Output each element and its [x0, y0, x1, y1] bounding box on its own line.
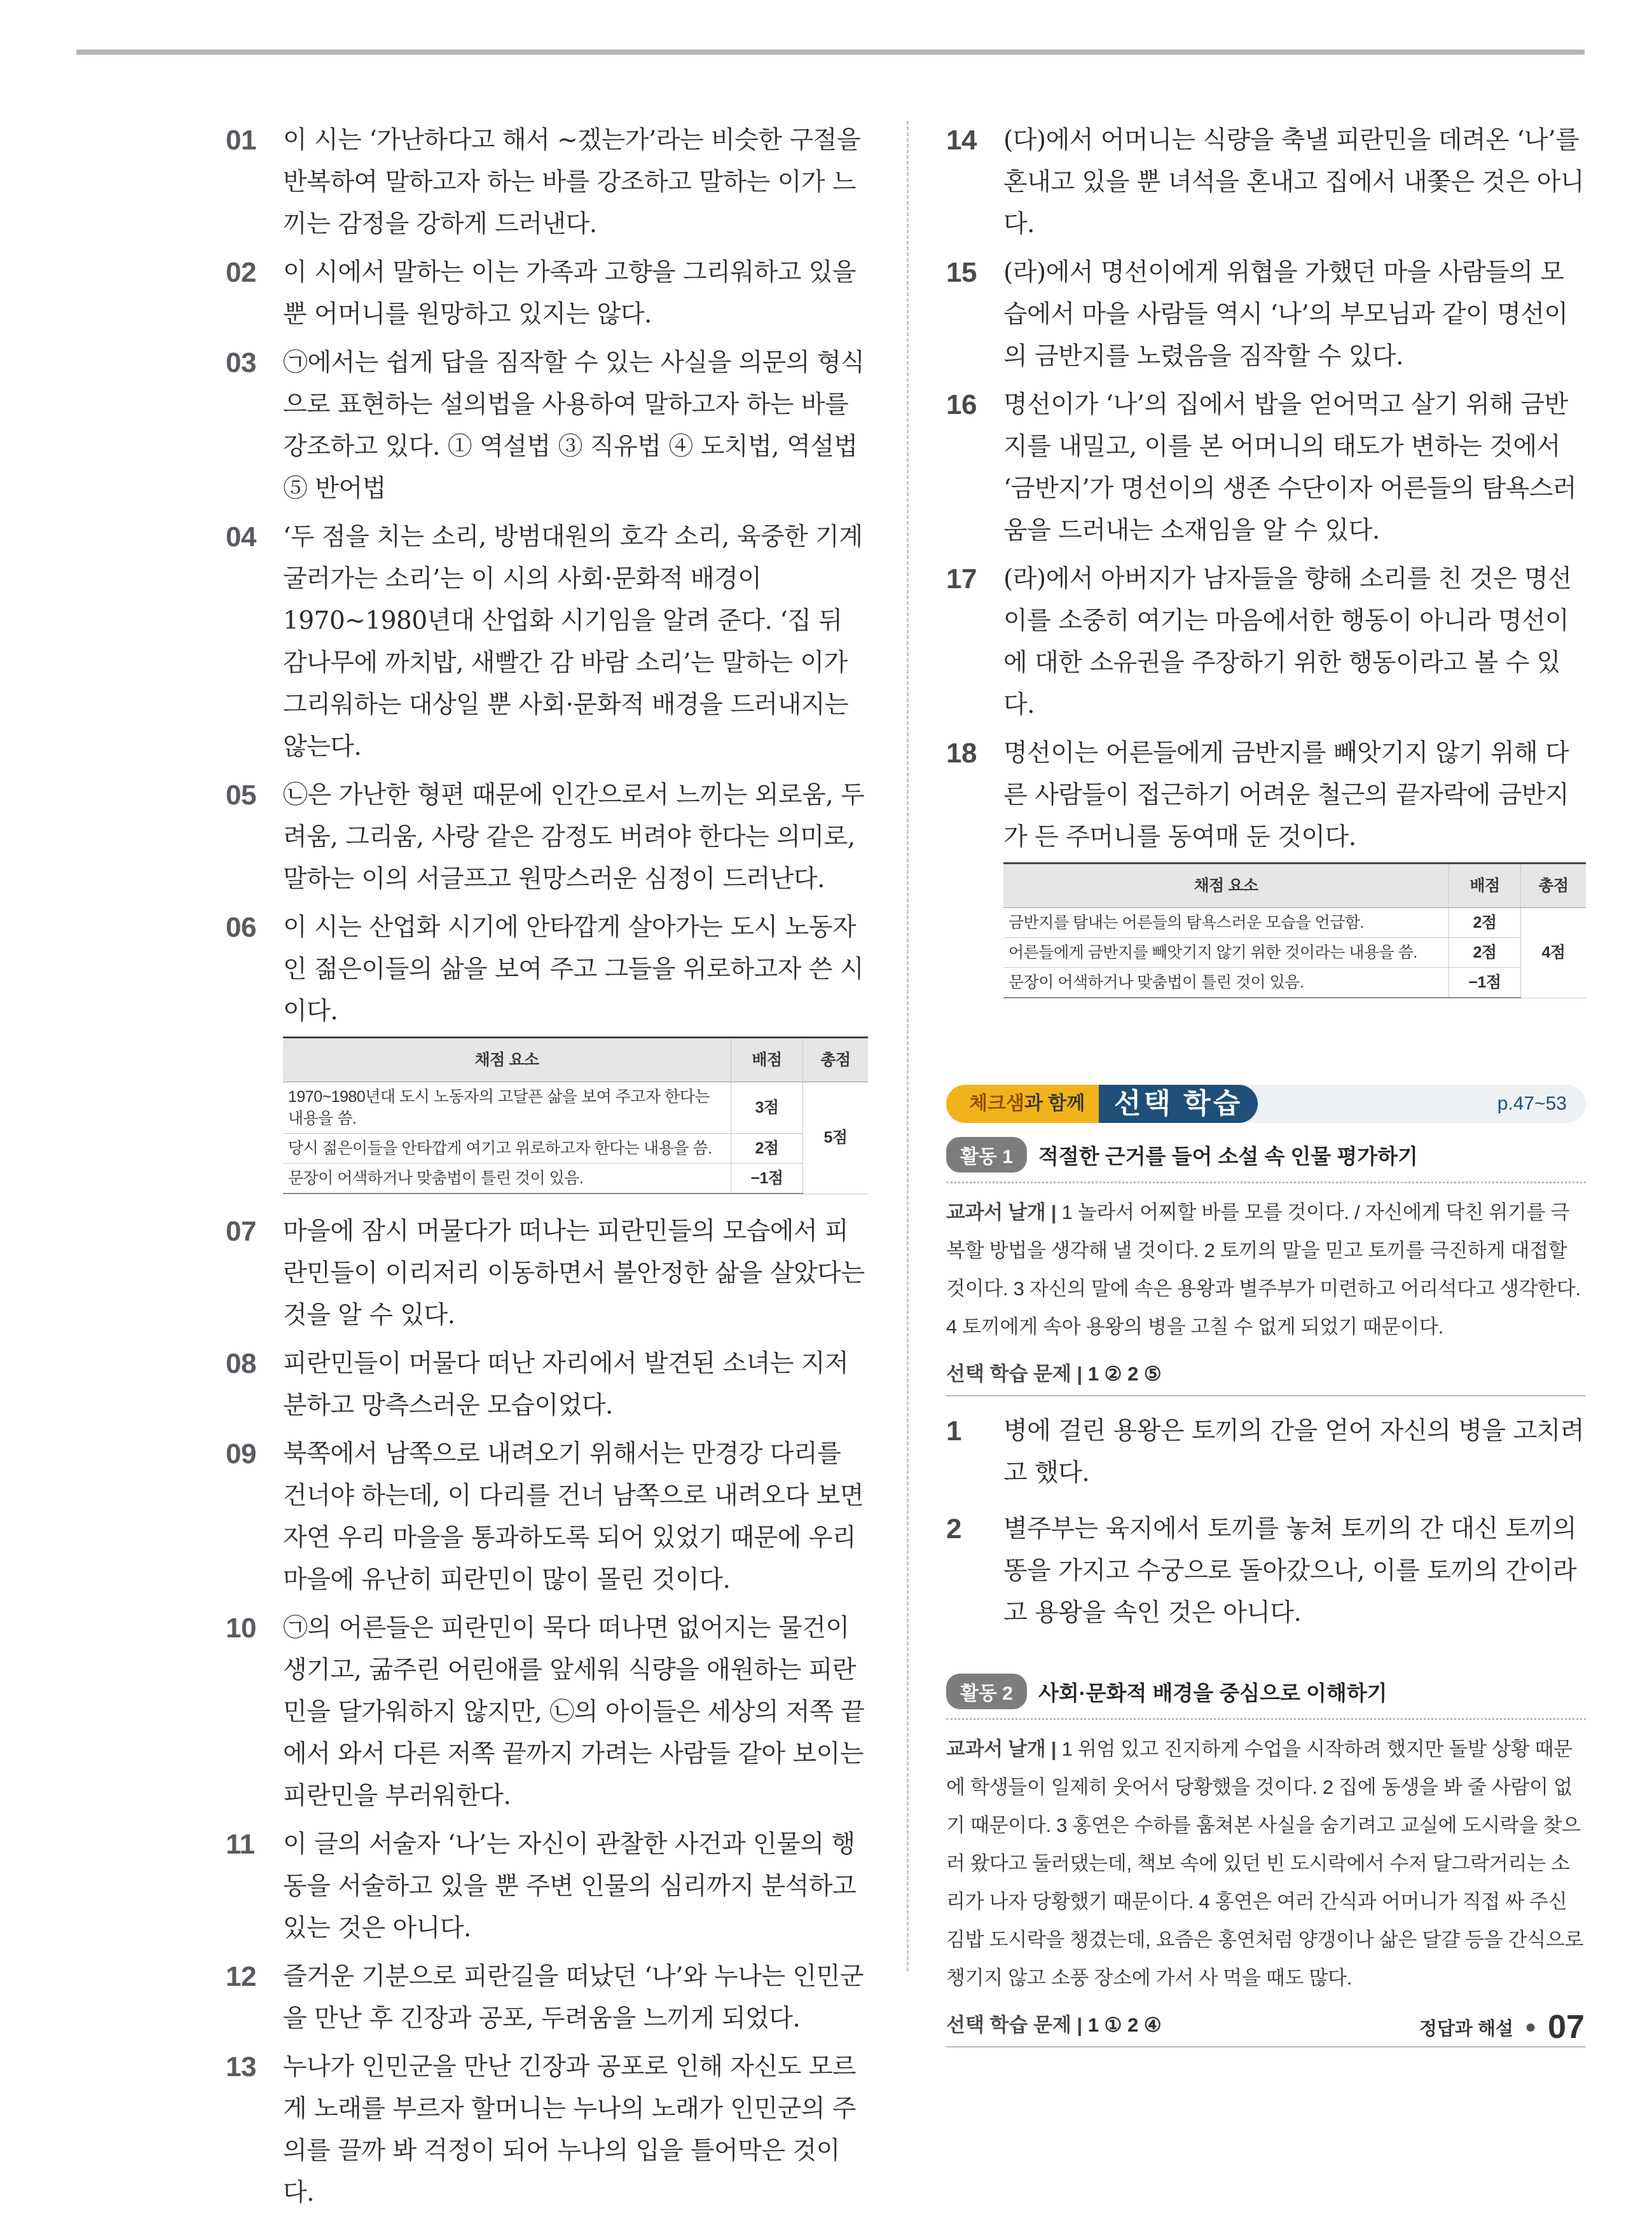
page-footer [1419, 2008, 1585, 2046]
activity-2-quiz-answers: 선택 학습 문제 | 1 ① 2 ④ [946, 2009, 1586, 2048]
footer-bullet-icon: ● [1525, 2016, 1537, 2037]
footer-label: 정답과 해설 [1419, 2018, 1514, 2039]
answer-item-17: 17 (라)에서 아버지가 남자들을 향해 소리를 친 것은 명선이를 소중히 여기는 마음에서한 행동이 아니라 명선이에 대한 소유권을 주장하기 위한 행동이라고 볼 수 있다. [946, 563, 1572, 719]
answer-item-07: 07 마을에 잠시 머물다가 떠나는 피란민들의 모습에서 피란민들이 이리저리 이동하면서 불안정한 삶을 살았다는 것을 알 수 있다. [226, 1216, 865, 1330]
activity-1-badge: 활동 1 [946, 1137, 1027, 1173]
answer-item-08: 08 피란민들이 머물다 떠난 자리에서 발견된 소녀는 지저분하고 망측스러운 모습이었다. [226, 1348, 849, 1420]
answer-item-18: 18 명선이는 어른들에게 금반지를 빼앗기지 않기 위해 다른 사람들이 접근하기 어려운 철근의 끝자락에 금반지가 든 주머니를 동여매 둔 것이다. 채점 요소 배점 총점 금반지를 탐내는 어른들의 탐욕스러운 모습을 언급함. 2점 4점 어른들에게 금반지를 빼앗기지 않기 위한 것이라는 내용을 씀. 2점 문장이 어색하거나 맞춤법이 틀린 것이 있음. −1점 [946, 733, 1586, 998]
activity-1-question-1: 1 병에 걸린 용왕은 토끼의 간을 얻어 자신의 병을 고치려고 했다. [946, 1415, 1585, 1487]
activity-1-question-2: 2 별주부는 육지에서 토끼를 놓쳐 토끼의 간 대신 토끼의 똥을 가지고 수궁으로 돌아갔으나, 이를 토끼의 간이라고 용왕을 속인 것은 아니다. [946, 1513, 1577, 1627]
top-rule [76, 50, 1585, 55]
answer-item-16: 16 명선이가 ‘나’의 집에서 밥을 얻어먹고 살기 위해 금반지를 내밀고, 이를 본 어머니의 태도가 변하는 것에서 ‘금반지’가 명선이의 생존 수단이자 어른들의 탐욕스러움을 드러내는 소재임을 알 수 있다. [946, 389, 1577, 545]
scoring-table-18: 채점 요소 배점 총점 금반지를 탐내는 어른들의 탐욕스러운 모습을 언급함. 2점 4점 어른들에게 금반지를 빼앗기지 않기 위한 것이라는 내용을 씀. 2점 문장이 어색하거나 맞춤법이 틀린 것이 있음. −1점 [1003, 862, 1586, 998]
activity-1-header [946, 1137, 1586, 1173]
answer-item-11: 11 이 글의 서술자 ‘나’는 자신이 관찰한 사건과 인물의 행동을 서술하고 있을 뿐 주변 인물의 심리까지 분석하고 있는 것은 아니다. [226, 1829, 857, 1943]
answer-item-13: 13 누나가 인민군을 만난 긴장과 공포로 인해 자신도 모르게 노래를 부르자 할머니는 누나의 노래가 인민군의 주의를 끌까 봐 걱정이 되어 누나의 입을 틀어막은 것이다. [226, 2051, 857, 2207]
answer-item-03: 03 ㉠에서는 쉽게 답을 짐작할 수 있는 사실을 의문의 형식으로 표현하는 설의법을 사용하여 말하고자 하는 바를 강조하고 있다. ① 역설법 ③ 직유법 ④ 도치법, 역설법 ⑤ 반어법 [226, 347, 865, 503]
left-column [226, 120, 868, 2220]
activity-2-header [946, 1674, 1586, 1709]
answer-item-14: 14 (다)에서 어머니는 식량을 축낼 피란민을 데려온 ‘나’를 혼내고 있을 뿐 녀석을 혼내고 집에서 내쫓은 것은 아니다. [946, 125, 1585, 238]
answer-item-09: 09 북쪽에서 남쪽으로 내려오기 위해서는 만경강 다리를 건너야 하는데, 이 다리를 건너 남쪽으로 내려오다 보면 자연 우리 마을을 통과하도록 되어 있었기 때문에 우리 마을에 유난히 피란민이 많이 몰린 것이다. [226, 1438, 864, 1594]
answer-item-02: 02 이 시에서 말하는 이는 가족과 고향을 그리워하고 있을 뿐 어머니를 원망하고 있지는 않다. [226, 257, 857, 329]
answer-item-01: 01 이 시는 ‘가난하다고 해서 ~겠는가’라는 비슷한 구절을 반복하여 말하고자 하는 바를 강조하고 말하는 이가 느끼는 감정을 강하게 드러낸다. [226, 125, 861, 238]
answer-item-05: 05 ㉡은 가난한 형편 때문에 인간으로서 느끼는 외로움, 두려움, 그리움, 사랑 같은 감정도 버려야 한다는 의미로, 말하는 이의 서글프고 원망스러운 심정이 드러난다. [226, 780, 865, 893]
activity-2-title: 사회·문화적 배경을 중심으로 이해하기 [1038, 1681, 1387, 1705]
activity-1-textbook: 교과서 날개 | 1 놀라서 어찌할 바를 모를 것이다. / 자신에게 닥친 위기를 극복할 방법을 생각해 낼 것이다. 2 토끼의 말을 믿고 토끼를 극진하게 대접할 것이다. 3 자신의 말에 속은 용왕과 별주부가 미련하고 어리석다고 생각한다. 4 토끼에게 속아 용왕의 병을 고칠 수 없게 되었기 때문이다. [946, 1201, 1581, 1338]
answer-item-06: 06 이 시는 산업화 시기에 안타깝게 살아가는 도시 노동자인 젊은이들의 삶을 보여 주고 그들을 위로하고자 쓴 시이다. 채점 요소 배점 총점 1970~1980년대 도시 노동자의 고달픈 삶을 보여 주고자 한다는 내용을 씀. 3점 5점 당시 젊은이들을 안타깝게 여기고 위로하고자 한다는 내용을 씀. 2점 문장이 어색하거나 맞춤법이 틀린 것이 있음. −1점 [226, 907, 868, 1194]
activity-1-title: 적절한 근거를 들어 소설 속 인물 평가하기 [1038, 1144, 1418, 1168]
activity-2-textbook: 교과서 날개 | 1 위엄 있고 진지하게 수업을 시작하려 했지만 돌발 상황 때문에 학생들이 일제히 웃어서 당황했을 것이다. 2 집에 동생을 봐 줄 사람이 없기 때문이다. 3 홍연은 수하를 훔쳐본 사실을 숨기려고 교실에 도시락을 찾으러 왔다고 둘러댔는데, 책보 속에 있던 빈 도시락에서 수저 달그락거리는 소리가 나자 당황했기 때문이다. 4 홍연은 여러 간식과 어머니가 직접 싸 주신 김밥 도시락을 챙겼는데, 요즘은 홍연처럼 양갱이나 삶은 달걀 등을 간식으로 챙기지 않고 소풍 장소에 가서 사 먹을 때도 많다. [946, 1738, 1584, 1989]
banner-page-ref: p.47~53 [1497, 1093, 1567, 1114]
column-divider [907, 121, 909, 1971]
answer-item-10: 10 ㉠의 어른들은 피란민이 묵다 떠나면 없어지는 물건이 생기고, 굶주린 어린애를 앞세워 식량을 애원하는 피란민을 달가워하지 않지만, ㉡의 아이들은 세상의 저쪽 끝에서 와서 다른 저쪽 끝까지 가려는 사람들 같아 보이는 피란민을 부러워한다. [226, 1613, 865, 1810]
answer-item-04: 04 ‘두 점을 치는 소리, 방범대원의 호각 소리, 육중한 기계 굴러가는 소리’는 이 시의 사회·문화적 배경이 1970~1980년대 산업화 시기임을 알려 준다. ‘집 뒤 감나무에 까치밥, 새빨간 감 바람 소리’는 말하는 이가 그리워하는 대상일 뿐 사회·문화적 배경을 드러내지는 않는다. [226, 521, 863, 761]
banner-title: 선택 학습 [1099, 1085, 1258, 1123]
answer-item-12: 12 즐거운 기분으로 피란길을 떠났던 ‘나’와 누나는 인민군을 만난 후 긴장과 공포, 두려움을 느끼게 되었다. [226, 1961, 864, 2033]
dotted-divider [946, 1181, 1586, 1183]
activity-1-quiz-answers: 선택 학습 문제 | 1 ② 2 ⑤ [946, 1358, 1586, 1396]
banner-tag: 체크샘과 함께 [946, 1085, 1099, 1123]
dotted-divider [946, 1718, 1586, 1720]
right-column [946, 120, 1586, 2048]
activity-2-badge: 활동 2 [946, 1674, 1027, 1709]
page-number: 07 [1548, 2009, 1585, 2046]
scoring-table-06: 채점 요소 배점 총점 1970~1980년대 도시 노동자의 고달픈 삶을 보여 주고자 한다는 내용을 씀. 3점 5점 당시 젊은이들을 안타깝게 여기고 위로하고자 한다는 내용을 씀. 2점 문장이 어색하거나 맞춤법이 틀린 것이 있음. −1점 [283, 1036, 868, 1194]
answer-item-15: 15 (라)에서 명선이에게 위협을 가했던 마을 사람들의 모습에서 마을 사람들 역시 ‘나’의 부모님과 같이 명선이의 금반지를 노렸음을 짐작할 수 있다. [946, 257, 1568, 371]
selective-learning-banner [946, 1085, 1586, 1123]
